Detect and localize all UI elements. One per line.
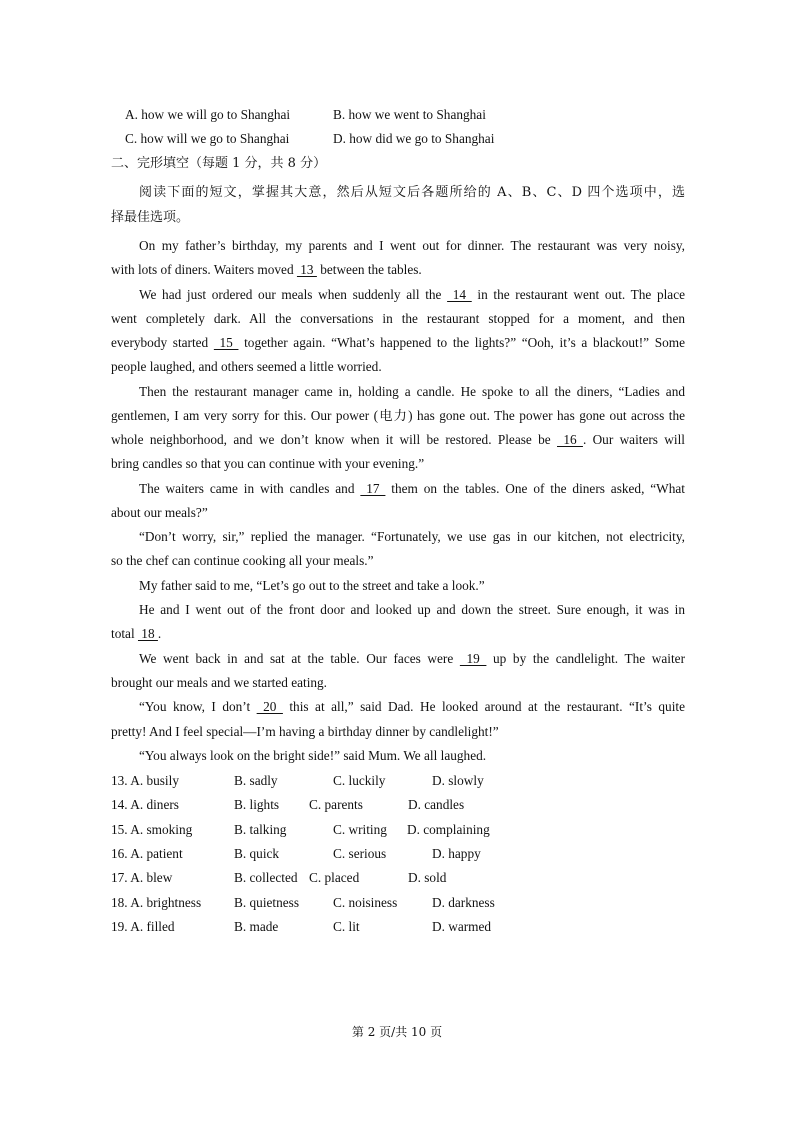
passage-line (139, 525, 685, 549)
passage-text: . (157, 626, 162, 641)
blank-number: 18 (137, 626, 158, 641)
question-option: C. placed (309, 870, 360, 886)
passage-text: We had just ordered our meals when suddenly all the (139, 287, 448, 302)
question-option: D. candles (408, 797, 465, 813)
passage-text: together again. “What’s happened to the lights?” “Ooh, it’s a blackout!” Some (238, 335, 685, 350)
passage-text: everybody started (111, 335, 214, 350)
question-option: B. lights (234, 797, 280, 813)
question-option: C. serious (333, 845, 387, 861)
passage-text: between the tables. (316, 262, 422, 277)
question-option: C. noisiness (333, 894, 398, 910)
question-option: B. quietness (234, 894, 300, 910)
passage-text: so the chef can continue cooking all your meals.” (111, 553, 374, 568)
question-option-a: 15. A. smoking (111, 821, 193, 837)
passage-text: “Don’t worry, sir,” replied the manager. “Fortunately, we use gas in our kitchen, not electricity, (139, 529, 685, 544)
passage-text: gentlemen, I am very sorry for this. Our power (电力) has gone out. The power has gone out across the (111, 408, 685, 423)
passage-line (139, 598, 685, 622)
passage-line (139, 380, 685, 404)
prev-option-b: B. how we went to Shanghai (333, 107, 486, 122)
prev-option-c: C. how will we go to Shanghai (125, 131, 290, 146)
question-option: D. darkness (432, 894, 495, 910)
passage-line (111, 549, 685, 573)
blank-number: 17 (360, 481, 386, 496)
passage-line (139, 695, 685, 719)
question-option-a: 18. A. brightness (111, 894, 202, 910)
question-option: C. writing (333, 821, 387, 837)
passage-text: in the restaurant went out. The place (471, 287, 686, 302)
passage-text: He and I went out of the front door and looked up and down the street. Sure enough, it was in (139, 602, 685, 617)
blank-number: 14 (447, 287, 472, 302)
question-option: B. sadly (234, 773, 278, 788)
passage-text: On my father’s birthday, my parents and I went out for dinner. The restaurant was very noisy, (139, 238, 685, 253)
passage-line (111, 501, 685, 525)
passage-text: . Our waiters will (582, 432, 685, 447)
passage-text: “You always look on the bright side!” said Mum. We all laughed. (139, 748, 487, 763)
passage-line (111, 331, 685, 355)
passage-line (111, 622, 685, 646)
prev-option-a: A. how we will go to Shanghai (125, 107, 291, 122)
passage-line (111, 671, 685, 695)
question-option: B. talking (234, 821, 287, 837)
blank-number: 16 (557, 432, 583, 447)
passage-text: brought our meals and we started eating. (111, 675, 328, 690)
passage-text: went completely dark. All the conversations in the restaurant stopped for a moment, and then (111, 311, 685, 326)
passage-text: We went back in and sat at the table. Our faces were (139, 651, 460, 666)
passage-text: bring candles so that you can continue with your evening.” (111, 456, 425, 471)
passage-text: The waiters came in with candles and (139, 481, 361, 496)
passage-line (111, 355, 685, 379)
question-option: C. lit (333, 918, 360, 934)
question-option-a: 14. A. diners (111, 797, 179, 813)
question-option: B. collected (234, 870, 298, 886)
passage-text: up by the candlelight. The waiter (486, 651, 685, 666)
prev-option-d: D. how did we go to Shanghai (333, 131, 495, 146)
blank-number: 13 (296, 262, 317, 277)
question-option: D. slowly (432, 773, 484, 788)
question-option-a: 16. A. patient (111, 845, 183, 861)
instruction-line-2: 择最佳选项。 (111, 210, 190, 225)
question-option-a: 17. A. blew (111, 870, 173, 886)
instruction-line-1: 阅读下面的短文，掌握其大意，然后从短文后各题所给的 A、B、C、D 四个选项中，选 (139, 185, 685, 200)
passage-line (139, 283, 685, 307)
passage-text: pretty! And I feel special—I’m having a birthday dinner by candlelight!” (111, 724, 499, 739)
passage-line (139, 477, 685, 501)
passage-text: about our meals?” (111, 505, 208, 520)
question-option: B. made (234, 918, 279, 934)
passage-text: “You know, I don’t (139, 699, 257, 714)
section-title: 二、完形填空（每题 1 分，共 8 分） (111, 156, 327, 171)
question-option-a: 19. A. filled (111, 918, 175, 934)
passage-text: people laughed, and others seemed a little worried. (111, 359, 382, 374)
passage-line (139, 574, 685, 598)
passage-text: with lots of diners. Waiters moved (111, 262, 297, 277)
passage-line (111, 452, 685, 476)
passage-line (111, 258, 685, 282)
question-option: D. complaining (407, 821, 490, 837)
passage-text: them on the tables. One of the diners asked, “What (385, 481, 685, 496)
question-option-a: 13. A. busily (111, 773, 179, 788)
passage-line (139, 647, 685, 671)
passage-text: whole neighborhood, and we don’t know when it will be restored. Please be (111, 432, 557, 447)
passage-line (111, 307, 685, 331)
question-option: D. warmed (432, 918, 492, 934)
passage-line (111, 404, 685, 428)
question-option: D. sold (408, 870, 447, 886)
blank-number: 19 (459, 651, 487, 666)
blank-number: 15 (213, 335, 239, 350)
passage-text: total (111, 626, 138, 641)
passage-line (139, 744, 685, 768)
question-option: C. luckily (333, 773, 386, 788)
passage-text: My father said to me, “Let’s go out to the street and take a look.” (139, 578, 485, 593)
blank-number: 20 (256, 699, 283, 714)
page-footer: 第 2 页/共 10 页 (351, 1025, 443, 1039)
question-option: D. happy (432, 845, 481, 861)
passage-line (111, 428, 685, 452)
passage-line (139, 234, 685, 258)
passage-text: Then the restaurant manager came in, holding a candle. He spoke to all the diners, “Ladies and (139, 384, 685, 399)
passage-line (111, 720, 685, 744)
question-option: C. parents (309, 797, 363, 813)
passage-text: this at all,” said Dad. He looked around at the restaurant. “It’s quite (282, 699, 685, 714)
question-option: B. quick (234, 845, 280, 861)
